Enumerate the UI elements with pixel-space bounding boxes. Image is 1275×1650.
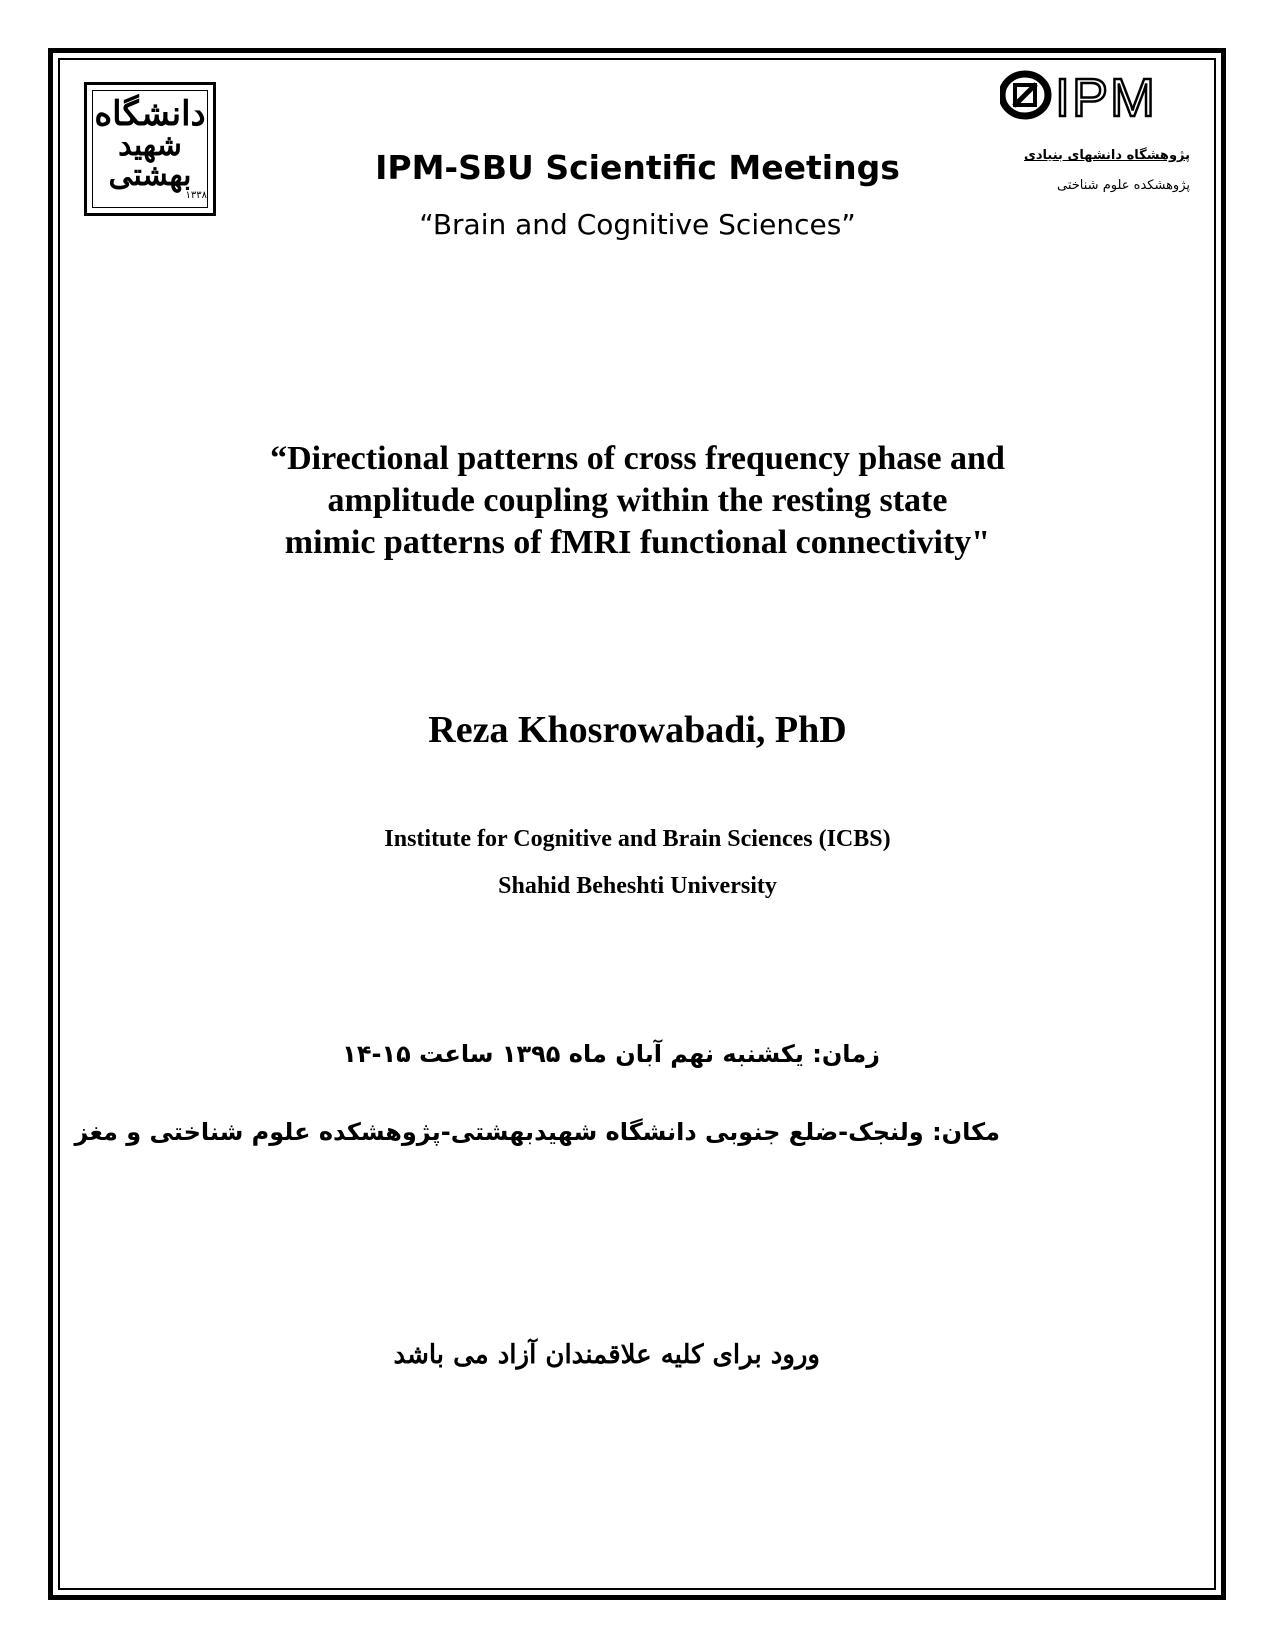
ipm-school-persian: پژوهشکده علوم شناختی xyxy=(1057,178,1190,193)
sbu-logo-line-2: شهید xyxy=(118,128,182,163)
sbu-logo-line-1: دانشگاه xyxy=(94,94,206,134)
speaker-institute: Institute for Cognitive and Brain Sciences (ICBS) xyxy=(384,826,891,852)
talk-title xyxy=(200,438,1075,564)
meeting-series-subtitle: “Brain and Cognitive Sciences” xyxy=(419,208,856,241)
meeting-series-title: IPM-SBU Scientific Meetings xyxy=(375,148,900,187)
talk-title-line: amplitude coupling within the resting state xyxy=(327,482,948,519)
event-time: زمان: یکشنبه نهم آبان ماه ۱۳۹۵ ساعت ۱۵-۱۴ xyxy=(342,1040,880,1068)
ipm-name-persian: پژوهشگاه دانشهای بنیادی xyxy=(1023,148,1190,163)
entry-note: ورود برای کلیه علاقمندان آزاد می باشد xyxy=(393,1340,820,1370)
sbu-logo-year: ۱۳۳۸ xyxy=(185,190,207,201)
ipm-logo xyxy=(1000,70,1200,140)
event-place: مکان: ولنجک-ضلع جنوبی دانشگاه شهیدبهشتی-پژوهشکده علوم شناختی و مغز xyxy=(74,1118,1000,1146)
talk-title-line: “Directional patterns of cross frequency phase and xyxy=(270,440,1005,477)
ipm-wordmark: IPM xyxy=(1055,70,1158,128)
sbu-logo-line-3: بهشتی xyxy=(108,158,192,193)
speaker-name: Reza Khosrowabadi, PhD xyxy=(428,709,847,751)
talk-title-line: mimic patterns of fMRI functional connectivity" xyxy=(284,524,991,561)
speaker-university: Shahid Beheshti University xyxy=(498,873,777,899)
